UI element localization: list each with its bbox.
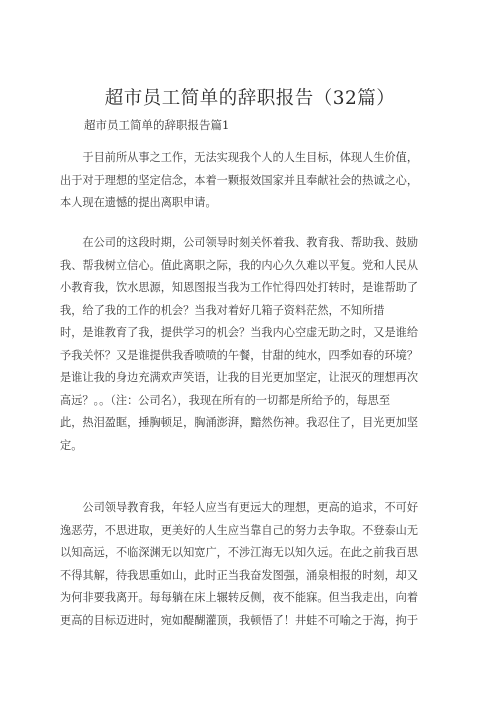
paragraph-line: 以知高远，不临深渊无以知宽广，不涉江海无以知久远。在此之前我百思 [60, 546, 419, 559]
paragraph-line: 出于对于理想的坚定信念，本着一颗报效国家并且奉献社会的热诚之心， [60, 173, 419, 187]
paragraph-1 [60, 147, 460, 215]
paragraph-line: 予我关怀？又是谁提供我香喷喷的午餐，甘甜的纯水，四季如春的环境？ [60, 348, 419, 362]
paragraph-line: 于目前所从事之工作，无法实现我个人的人生目标，体现人生价值， [60, 151, 419, 164]
paragraph-line: 定。 [60, 438, 83, 452]
paragraph-line: 本人现在遗憾的提出离职申请。 [60, 196, 217, 209]
paragraph-line: 高远？。。（注：公司名），我现在所有的一切都是所给予的，每思至 [60, 393, 391, 407]
paragraph-line: 为何非要我离开。每每躺在床上辗转反侧，夜不能寐。但当我走出，向着 [60, 591, 419, 604]
paragraph-line: 此，热泪盈眶，捶胸顿足，胸涌澎湃，黯然伤神。我忍住了，目光更加坚 [60, 416, 419, 429]
paragraph-2 [60, 232, 460, 457]
paragraph-line: 逸恶劳，不思进取，更美好的人生应当靠自己的努力去争取。不登泰山无 [60, 523, 419, 537]
paragraph-line: 我、帮我树立信心。值此离职之际，我的内心久久难以平复。党和人民从 [60, 258, 419, 272]
paragraph-line: 不得其解，待我思重如山，此时正当我奋发图强，涌泉相报的时刻，却又 [60, 568, 419, 582]
section-heading: 超市员工简单的辞职报告篇1 [84, 118, 230, 132]
paragraph-line: 时，是谁教育了我，提供学习的机会？当我内心空虚无助之时，又是谁给 [60, 326, 419, 339]
paragraph-3 [60, 497, 460, 632]
paragraph-line: 更高的目标迈进时，宛如醍醐灌顶，我顿悟了！井蛙不可喻之于海，拘于 [60, 613, 419, 627]
paragraph-line: 小教育我，饮水思源，知恩图报当我为工作忙得四处打转时，是谁帮助了 [60, 281, 419, 294]
document-title: 超市员工简单的辞职报告（32篇） [104, 88, 396, 109]
paragraph-line: 是谁让我的身边充满欢声笑语，让我的目光更加坚定，让泯灭的理想再次 [60, 371, 419, 384]
paragraph-line: 公司领导教育我，年轻人应当有更远大的理想，更高的追求，不可好 [60, 501, 419, 514]
paragraph-line: 我，给了我的工作的机会？当我对着好几箱子资料茫然，不知所措 [60, 303, 385, 317]
paragraph-line: 在公司的这段时期，公司领导时刻关怀着我、教育我、帮助我、鼓励 [60, 236, 419, 249]
